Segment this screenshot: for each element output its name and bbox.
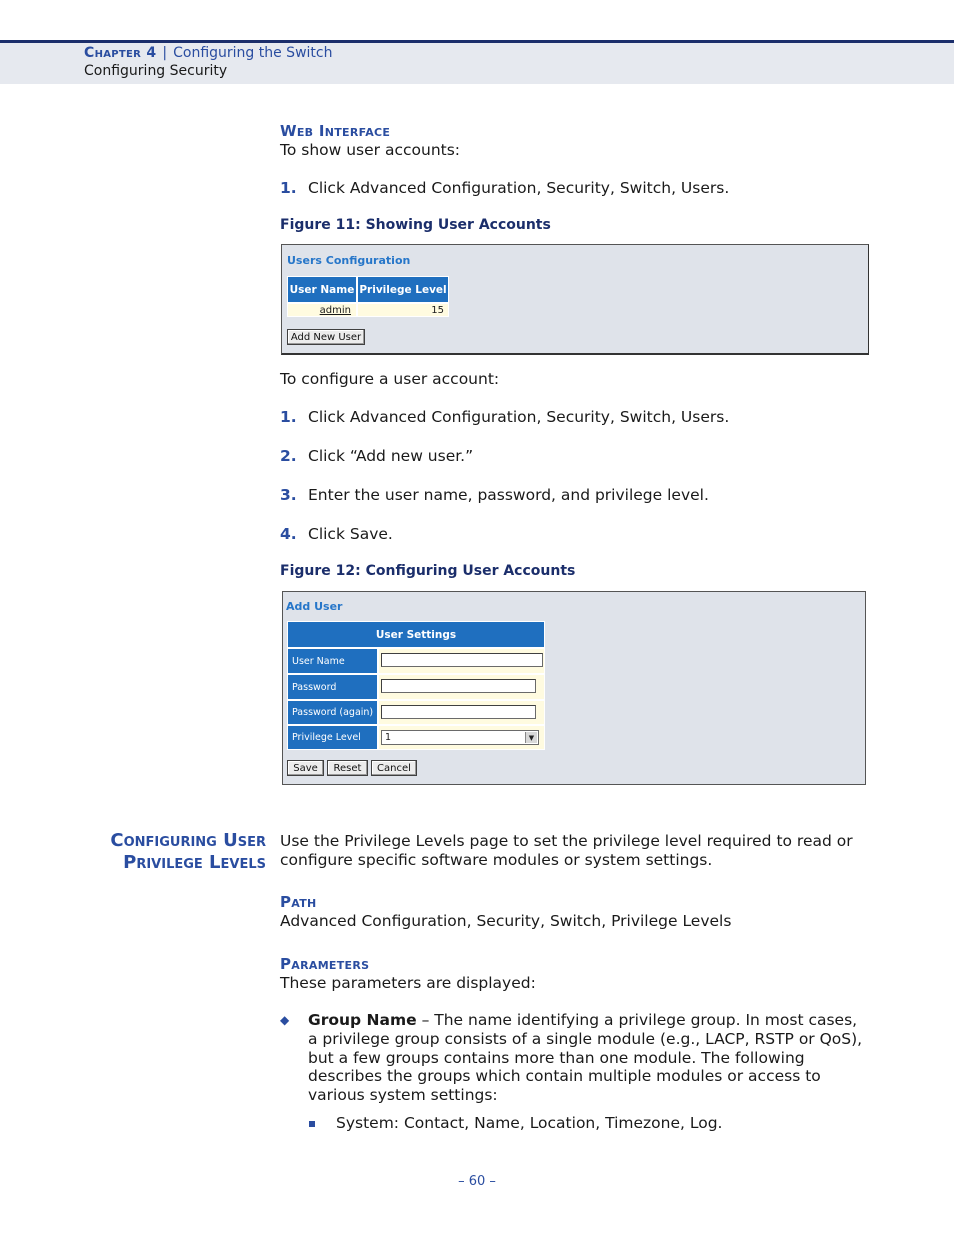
figure-11-screenshot bbox=[281, 244, 869, 355]
cancel-button[interactable]: Cancel bbox=[371, 760, 417, 776]
privilege-para-line-1: Use the Privilege Levels page to set the privilege level required to read or bbox=[280, 832, 853, 850]
path-heading: Path bbox=[280, 893, 317, 911]
figure-12-caption: Figure 12: Configuring User Accounts bbox=[280, 563, 576, 579]
step-text: Enter the user name, password, and privilege level. bbox=[308, 486, 709, 504]
show-accounts-intro: To show user accounts: bbox=[280, 141, 461, 159]
section-title: Configuring Security bbox=[84, 63, 228, 79]
password-again-row bbox=[378, 700, 545, 725]
password-input[interactable] bbox=[381, 679, 536, 693]
save-button[interactable]: Save bbox=[287, 760, 324, 776]
group-name-line-3: but a few groups contains more than one module. The following bbox=[308, 1049, 805, 1067]
user-link-admin[interactable]: admin bbox=[319, 304, 351, 316]
password-again-input[interactable] bbox=[381, 705, 536, 719]
side-heading-line-2: Privilege Levels bbox=[123, 852, 266, 873]
privilege-level-label: Privilege Level bbox=[287, 725, 378, 750]
step-text: Click Advanced Configuration, Security, Switch, Users. bbox=[308, 408, 730, 426]
web-interface-heading: Web Interface bbox=[280, 122, 391, 140]
system-sub-bullet: System: Contact, Name, Location, Timezone, Log. bbox=[336, 1114, 723, 1132]
step-text: Click Save. bbox=[308, 525, 393, 543]
page-number: – 60 – bbox=[458, 1174, 496, 1189]
user-name-row bbox=[378, 648, 545, 674]
configure-step-4 bbox=[280, 525, 393, 543]
group-name-line-2: a privilege group consists of a single module (e.g., LACP, RSTP or QoS), bbox=[308, 1030, 863, 1048]
step-number: 1. bbox=[280, 179, 297, 197]
diamond-bullet-icon: ◆ bbox=[280, 1013, 290, 1027]
reset-button[interactable]: Reset bbox=[327, 760, 368, 776]
add-new-user-button[interactable]: Add New User bbox=[287, 329, 365, 345]
chapter-line bbox=[84, 45, 332, 61]
group-name-line-1 bbox=[308, 1011, 857, 1029]
group-name-desc: – The name identifying a privilege group. In most cases, bbox=[416, 1011, 858, 1029]
configure-step-3 bbox=[280, 486, 709, 504]
step-text: Click “Add new user.” bbox=[308, 447, 474, 465]
chapter-title: Configuring the Switch bbox=[173, 45, 333, 61]
header-separator: | bbox=[162, 45, 168, 61]
step-number: 1. bbox=[280, 408, 297, 426]
column-header-privilege-level: Privilege Level bbox=[357, 276, 449, 303]
privilege-level-select[interactable] bbox=[381, 730, 539, 745]
group-name-line-5: various system settings: bbox=[308, 1086, 498, 1104]
step-number: 4. bbox=[280, 525, 297, 543]
configure-step-2 bbox=[280, 447, 473, 465]
column-header-user-name: User Name bbox=[287, 276, 357, 303]
user-settings-header: User Settings bbox=[287, 621, 545, 648]
configure-step-1 bbox=[280, 408, 729, 426]
users-configuration-title: Users Configuration bbox=[287, 254, 411, 267]
square-bullet-icon bbox=[309, 1121, 315, 1127]
add-user-title: Add User bbox=[286, 600, 343, 613]
password-row bbox=[378, 674, 545, 700]
section-side-heading bbox=[110, 830, 266, 874]
figure-12-screenshot bbox=[282, 591, 866, 785]
user-cell bbox=[287, 303, 357, 317]
group-name-line-4: describes the groups which contain multiple modules or access to bbox=[308, 1067, 821, 1085]
side-heading-line-1: Configuring User bbox=[110, 830, 266, 851]
user-name-input[interactable] bbox=[381, 653, 543, 667]
password-again-label: Password (again) bbox=[287, 700, 378, 725]
path-text: Advanced Configuration, Security, Switch, Privilege Levels bbox=[280, 912, 732, 930]
parameters-heading: Parameters bbox=[280, 955, 370, 973]
privilege-level-row bbox=[378, 725, 545, 750]
privilege-level-value: 1 bbox=[385, 732, 392, 743]
group-name-term: Group Name bbox=[308, 1011, 417, 1029]
step-number: 3. bbox=[280, 486, 297, 504]
step-number: 2. bbox=[280, 447, 297, 465]
password-label: Password bbox=[287, 674, 378, 700]
privilege-cell: 15 bbox=[357, 303, 449, 317]
user-name-label: User Name bbox=[287, 648, 378, 674]
chapter-label: Chapter 4 bbox=[84, 45, 157, 61]
parameters-intro: These parameters are displayed: bbox=[280, 974, 536, 992]
show-step-1 bbox=[280, 179, 729, 197]
chevron-down-icon[interactable]: ▼ bbox=[525, 732, 537, 743]
privilege-para-line-2: configure specific software modules or system settings. bbox=[280, 851, 713, 869]
configure-intro: To configure a user account: bbox=[280, 370, 500, 388]
step-text: Click Advanced Configuration, Security, Switch, Users. bbox=[308, 179, 730, 197]
figure-11-caption: Figure 11: Showing User Accounts bbox=[280, 217, 551, 233]
